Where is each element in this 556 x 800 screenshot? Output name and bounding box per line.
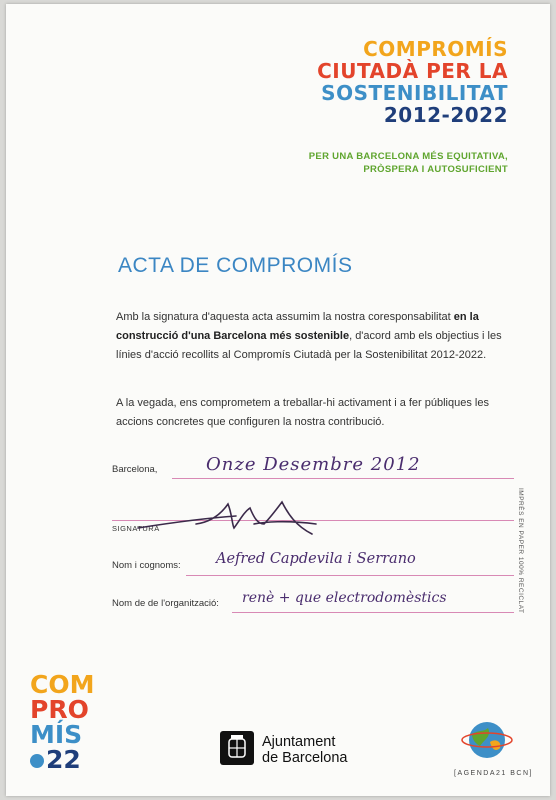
paragraph-2: A la vegada, ens comprometem a treballar-hi activament i a fer públiques les accions concretes que configuren la nostra contribució. [116, 397, 489, 428]
header-line-4: 2012-2022 [383, 103, 508, 127]
tagline-line-2: PRÒSPERA I AUTOSUFICIENT [363, 164, 508, 175]
signature-scribble [136, 494, 326, 544]
ajuntament-line-1: Ajuntament [262, 734, 336, 750]
signature-label: SIGNATURA [112, 524, 160, 533]
name-handwritten: Aefred Capdevila i Serrano [216, 551, 416, 567]
logo-line-2: PRO [30, 695, 89, 724]
ajuntament-line-2: de Barcelona [262, 750, 348, 766]
recycled-paper-note: IMPRÈS EN PAPER 100% RECICLAT [517, 488, 524, 614]
paragraph-1-post: , d'acord amb els objectius i les línies d'acció recollits al Compromís Ciutadà per la Sostenibilitat 2012-2022. [116, 330, 502, 361]
ajuntament-name [262, 734, 347, 766]
paragraph-1 [116, 308, 516, 365]
logo-line-3: MÍS [30, 720, 83, 749]
compromis-logo [30, 672, 94, 772]
name-line [186, 575, 514, 576]
tagline-line-1: PER UNA BARCELONA MÉS EQUITATIVA, [308, 151, 508, 162]
name-label: Nom i cognoms: [112, 560, 181, 571]
paragraph-1-pre: Amb la signatura d'aquesta acta assumim la nostra coresponsabilitat [116, 311, 454, 323]
agenda21-globe-icon [460, 716, 514, 766]
logo-line-1: COM [30, 670, 95, 699]
agenda21-label: [AGENDA21 BCN] [454, 770, 533, 777]
header-line-3: SOSTENIBILITAT [321, 81, 508, 105]
org-line [232, 612, 514, 613]
certificate-page [6, 4, 550, 796]
org-handwritten: renè + que electrodomèstics [242, 590, 447, 606]
document-title: ACTA DE COMPROMÍS [118, 254, 353, 277]
org-label: Nom de de l'organització: [112, 598, 219, 609]
paragraph-1-bold: en la construcció d'una Barcelona més sostenible [116, 311, 479, 342]
date-handwritten: Onze Desembre 2012 [206, 454, 421, 475]
ajuntament-crest-icon [220, 731, 254, 765]
header-line-1: COMPROMÍS [363, 37, 508, 61]
city-label: Barcelona, [112, 464, 158, 475]
logo-line-4 [30, 747, 94, 772]
header-line-2: CIUTADÀ PER LA [317, 59, 508, 83]
tagline [309, 150, 508, 176]
date-line [172, 478, 514, 479]
logo-year: 22 [46, 745, 81, 774]
campaign-header [317, 38, 508, 126]
globe-icon [30, 754, 44, 768]
